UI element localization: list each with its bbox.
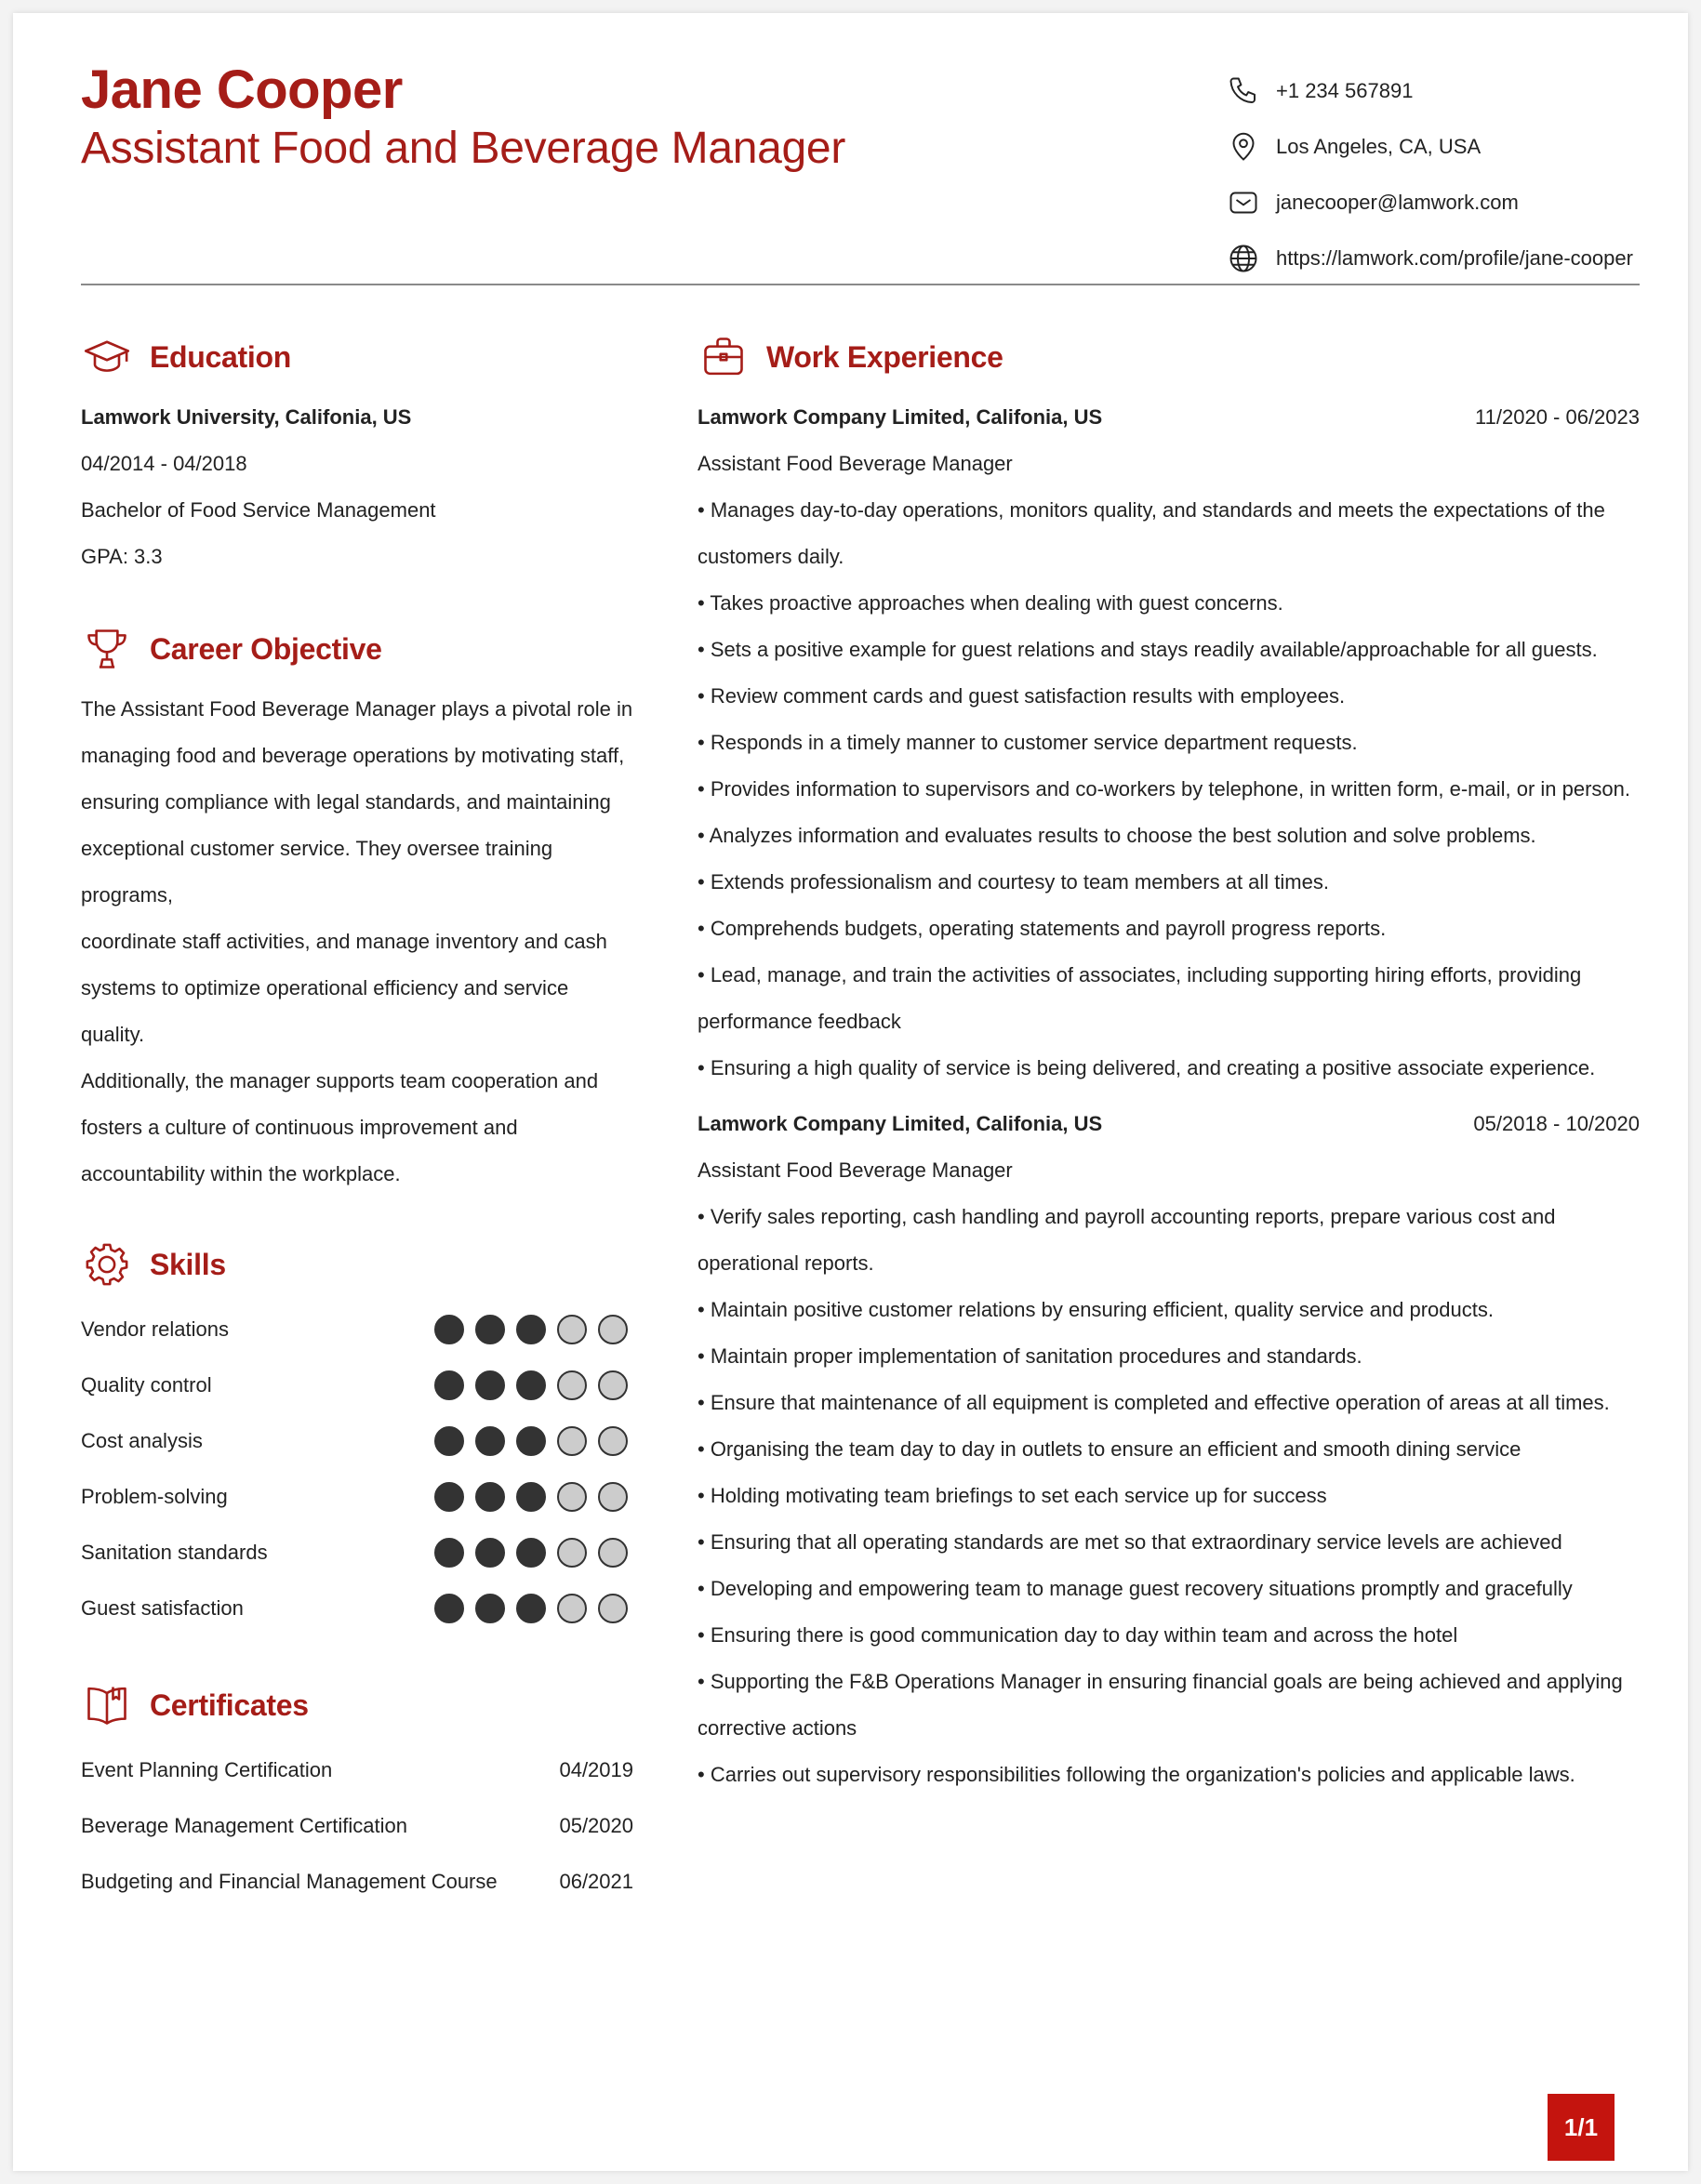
briefcase-icon — [698, 331, 750, 383]
rating-dot-filled — [516, 1482, 546, 1512]
resume-header — [81, 58, 1640, 286]
skills-list — [81, 1302, 633, 1636]
job-line: • Provides information to supervisors and co-workers by telephone, in written form, e-mail, or in person. — [698, 777, 1631, 801]
certificate-date: 04/2019 — [559, 1758, 633, 1781]
job-line: • Supporting the F&B Operations Manager in ensuring financial goals are being achieved and applying — [698, 1670, 1623, 1693]
job-line: • Extends professionalism and courtesy to team members at all times. — [698, 870, 1329, 893]
section-header — [698, 329, 1640, 385]
contact-text: Los Angeles, CA, USA — [1276, 135, 1482, 158]
rating-dot-empty — [557, 1538, 587, 1568]
skill-row — [81, 1581, 633, 1636]
contact-text: janecooper@lamwork.com — [1276, 191, 1519, 214]
rating-dot-filled — [475, 1426, 505, 1456]
job-line: • Holding motivating team briefings to set each service up for success — [698, 1484, 1327, 1507]
rating-dot-empty — [557, 1370, 587, 1400]
job-header — [698, 1101, 1640, 1147]
rating-dot-filled — [434, 1594, 464, 1623]
job-company: Lamwork Company Limited, Califonia, US — [698, 1112, 1103, 1135]
rating-dot-filled — [516, 1426, 546, 1456]
job-line: corrective actions — [698, 1716, 857, 1740]
rating-dot-empty — [598, 1315, 628, 1344]
objective-line: Additionally, the manager supports team cooperation and — [81, 1069, 599, 1092]
job-line: • Maintain positive customer relations by ensuring efficient, quality service and products. — [698, 1298, 1494, 1321]
skill-row — [81, 1357, 633, 1413]
rating-dot-empty — [557, 1594, 587, 1623]
rating-dot-filled — [434, 1370, 464, 1400]
rating-dot-filled — [434, 1426, 464, 1456]
skill-name: Guest satisfaction — [81, 1596, 244, 1620]
candidate-title: Assistant Food and Beverage Manager — [81, 124, 846, 173]
rating-dot-filled — [516, 1315, 546, 1344]
rating-dot-empty — [598, 1594, 628, 1623]
job-line: customers daily. — [698, 545, 844, 568]
skill-rating — [434, 1594, 628, 1623]
book-icon — [81, 1679, 133, 1731]
contact-email — [1226, 175, 1640, 231]
certificate-date: 05/2020 — [559, 1814, 633, 1837]
degree: Bachelor of Food Service Management — [81, 498, 436, 522]
rating-dot-empty — [557, 1482, 587, 1512]
contact-location — [1226, 119, 1640, 175]
rating-dot-filled — [475, 1315, 505, 1344]
rating-dot-empty — [598, 1370, 628, 1400]
job-dates: 11/2020 - 06/2023 — [1475, 405, 1640, 429]
job-line: • Organising the team day to day in outlets to ensure an efficient and smooth dining service — [698, 1437, 1522, 1461]
job-line: performance feedback — [698, 1010, 901, 1033]
left-column — [81, 329, 633, 1910]
section-title: Career Objective — [150, 631, 382, 666]
certificate-row — [81, 1742, 633, 1798]
gpa: GPA: 3.3 — [81, 545, 163, 568]
right-column — [698, 329, 1640, 1798]
rating-dot-filled — [434, 1315, 464, 1344]
location-icon — [1226, 129, 1261, 165]
skill-rating — [434, 1538, 628, 1568]
job-line: • Manages day-to-day operations, monitors quality, and standards and meets the expectations of the — [698, 498, 1605, 522]
skill-name: Vendor relations — [81, 1317, 229, 1341]
section-title: Education — [150, 339, 291, 374]
objective-section — [81, 621, 633, 1198]
trophy-icon — [81, 623, 133, 675]
gear-icon — [81, 1238, 133, 1291]
objective-line: systems to optimize operational efficiency and service quality. — [81, 976, 569, 1046]
job-line: • Analyzes information and evaluates results to choose the best solution and solve problems. — [698, 824, 1536, 847]
rating-dot-filled — [475, 1594, 505, 1623]
job-line: • Responds in a timely manner to customer service department requests. — [698, 731, 1358, 754]
rating-dot-empty — [557, 1315, 587, 1344]
rating-dot-empty — [598, 1482, 628, 1512]
section-header — [81, 329, 633, 385]
skill-rating — [434, 1426, 628, 1456]
section-title: Skills — [150, 1247, 226, 1281]
section-title: Certificates — [150, 1688, 309, 1722]
certificate-row — [81, 1854, 633, 1910]
certificate-name: Event Planning Certification — [81, 1758, 333, 1781]
skill-rating — [434, 1315, 628, 1344]
section-header — [81, 1677, 633, 1733]
skills-section — [81, 1237, 633, 1636]
section-header — [81, 621, 633, 677]
job-line: • Ensure that maintenance of all equipment is completed and effective operation of areas at all times. — [698, 1391, 1610, 1414]
job-line: • Review comment cards and guest satisfaction results with employees. — [698, 684, 1346, 708]
skill-row — [81, 1302, 633, 1357]
education-dates: 04/2014 - 04/2018 — [81, 452, 247, 475]
contact-phone — [1226, 63, 1640, 119]
objective-line: fosters a culture of continuous improvement and — [81, 1116, 518, 1139]
rating-dot-filled — [475, 1370, 505, 1400]
candidate-name: Jane Cooper — [81, 60, 403, 120]
job-role: Assistant Food Beverage Manager — [698, 1158, 1013, 1182]
certificate-row — [81, 1798, 633, 1854]
objective-line: ensuring compliance with legal standards, and maintaining — [81, 790, 611, 814]
skill-row — [81, 1525, 633, 1581]
objective-line: exceptional customer service. They oversee training programs, — [81, 837, 553, 907]
phone-icon — [1226, 73, 1261, 109]
certificate-name: Budgeting and Financial Management Course — [81, 1870, 498, 1893]
rating-dot-filled — [434, 1482, 464, 1512]
job-entry — [698, 394, 1640, 1092]
certificate-date: 06/2021 — [559, 1870, 633, 1893]
graduation-cap-icon — [81, 331, 133, 383]
objective-line: accountability within the workplace. — [81, 1162, 401, 1185]
header-divider — [81, 284, 1640, 285]
certificates-section — [81, 1677, 633, 1910]
job-line: operational reports. — [698, 1251, 874, 1275]
skill-rating — [434, 1482, 628, 1512]
objective-line: coordinate staff activities, and manage inventory and cash — [81, 930, 607, 953]
contact-text: https://lamwork.com/profile/jane-cooper — [1276, 246, 1633, 270]
contact-website — [1226, 231, 1640, 286]
job-company: Lamwork Company Limited, Califonia, US — [698, 405, 1103, 429]
job-entry — [698, 1101, 1640, 1798]
job-line: • Ensuring that all operating standards are met so that extraordinary service levels are achieved — [698, 1530, 1562, 1554]
page-indicator: 1/1 — [1548, 2094, 1615, 2161]
globe-icon — [1226, 241, 1261, 276]
rating-dot-filled — [475, 1538, 505, 1568]
skill-name: Sanitation standards — [81, 1541, 268, 1564]
school-name: Lamwork University, Califonia, US — [81, 405, 412, 429]
skill-name: Cost analysis — [81, 1429, 203, 1452]
rating-dot-empty — [557, 1426, 587, 1456]
contact-list — [1226, 63, 1640, 286]
education-section — [81, 329, 633, 580]
job-line: • Carries out supervisory responsibilities following the organization's policies and applicable laws. — [698, 1763, 1575, 1786]
rating-dot-filled — [516, 1594, 546, 1623]
rating-dot-filled — [475, 1482, 505, 1512]
job-dates: 05/2018 - 10/2020 — [1473, 1112, 1640, 1135]
job-line: • Sets a positive example for guest relations and stays readily available/approachable for all guests. — [698, 638, 1598, 661]
objective-line: managing food and beverage operations by motivating staff, — [81, 744, 625, 767]
job-line: • Developing and empowering team to manage guest recovery situations promptly and gracefully — [698, 1577, 1573, 1600]
experience-section — [698, 329, 1640, 1798]
job-line: • Lead, manage, and train the activities of associates, including supporting hiring efforts, providing — [698, 963, 1582, 986]
rating-dot-filled — [434, 1538, 464, 1568]
mail-icon — [1226, 185, 1261, 220]
skill-name: Quality control — [81, 1373, 212, 1396]
job-line: • Ensuring a high quality of service is being delivered, and creating a positive associate experience. — [698, 1056, 1596, 1079]
objective-line: The Assistant Food Beverage Manager plays a pivotal role in — [81, 697, 633, 721]
skill-row — [81, 1413, 633, 1469]
rating-dot-empty — [598, 1538, 628, 1568]
rating-dot-filled — [516, 1370, 546, 1400]
section-header — [81, 1237, 633, 1292]
skill-name: Problem-solving — [81, 1485, 228, 1508]
rating-dot-empty — [598, 1426, 628, 1456]
section-title: Work Experience — [766, 339, 1003, 374]
job-line: • Verify sales reporting, cash handling and payroll accounting reports, prepare various cost and — [698, 1205, 1556, 1228]
job-line: • Maintain proper implementation of sanitation procedures and standards. — [698, 1344, 1362, 1368]
objective-text — [81, 686, 633, 1198]
job-line: • Ensuring there is good communication day to day within team and across the hotel — [698, 1623, 1458, 1647]
job-line: • Comprehends budgets, operating statements and payroll progress reports. — [698, 917, 1387, 940]
certificate-name: Beverage Management Certification — [81, 1814, 407, 1837]
job-header — [698, 394, 1640, 441]
skill-rating — [434, 1370, 628, 1400]
skill-row — [81, 1469, 633, 1525]
job-role: Assistant Food Beverage Manager — [698, 452, 1013, 475]
job-line: • Takes proactive approaches when dealing with guest concerns. — [698, 591, 1283, 615]
resume-page — [13, 13, 1688, 2171]
contact-text: +1 234 567891 — [1276, 79, 1414, 102]
rating-dot-filled — [516, 1538, 546, 1568]
